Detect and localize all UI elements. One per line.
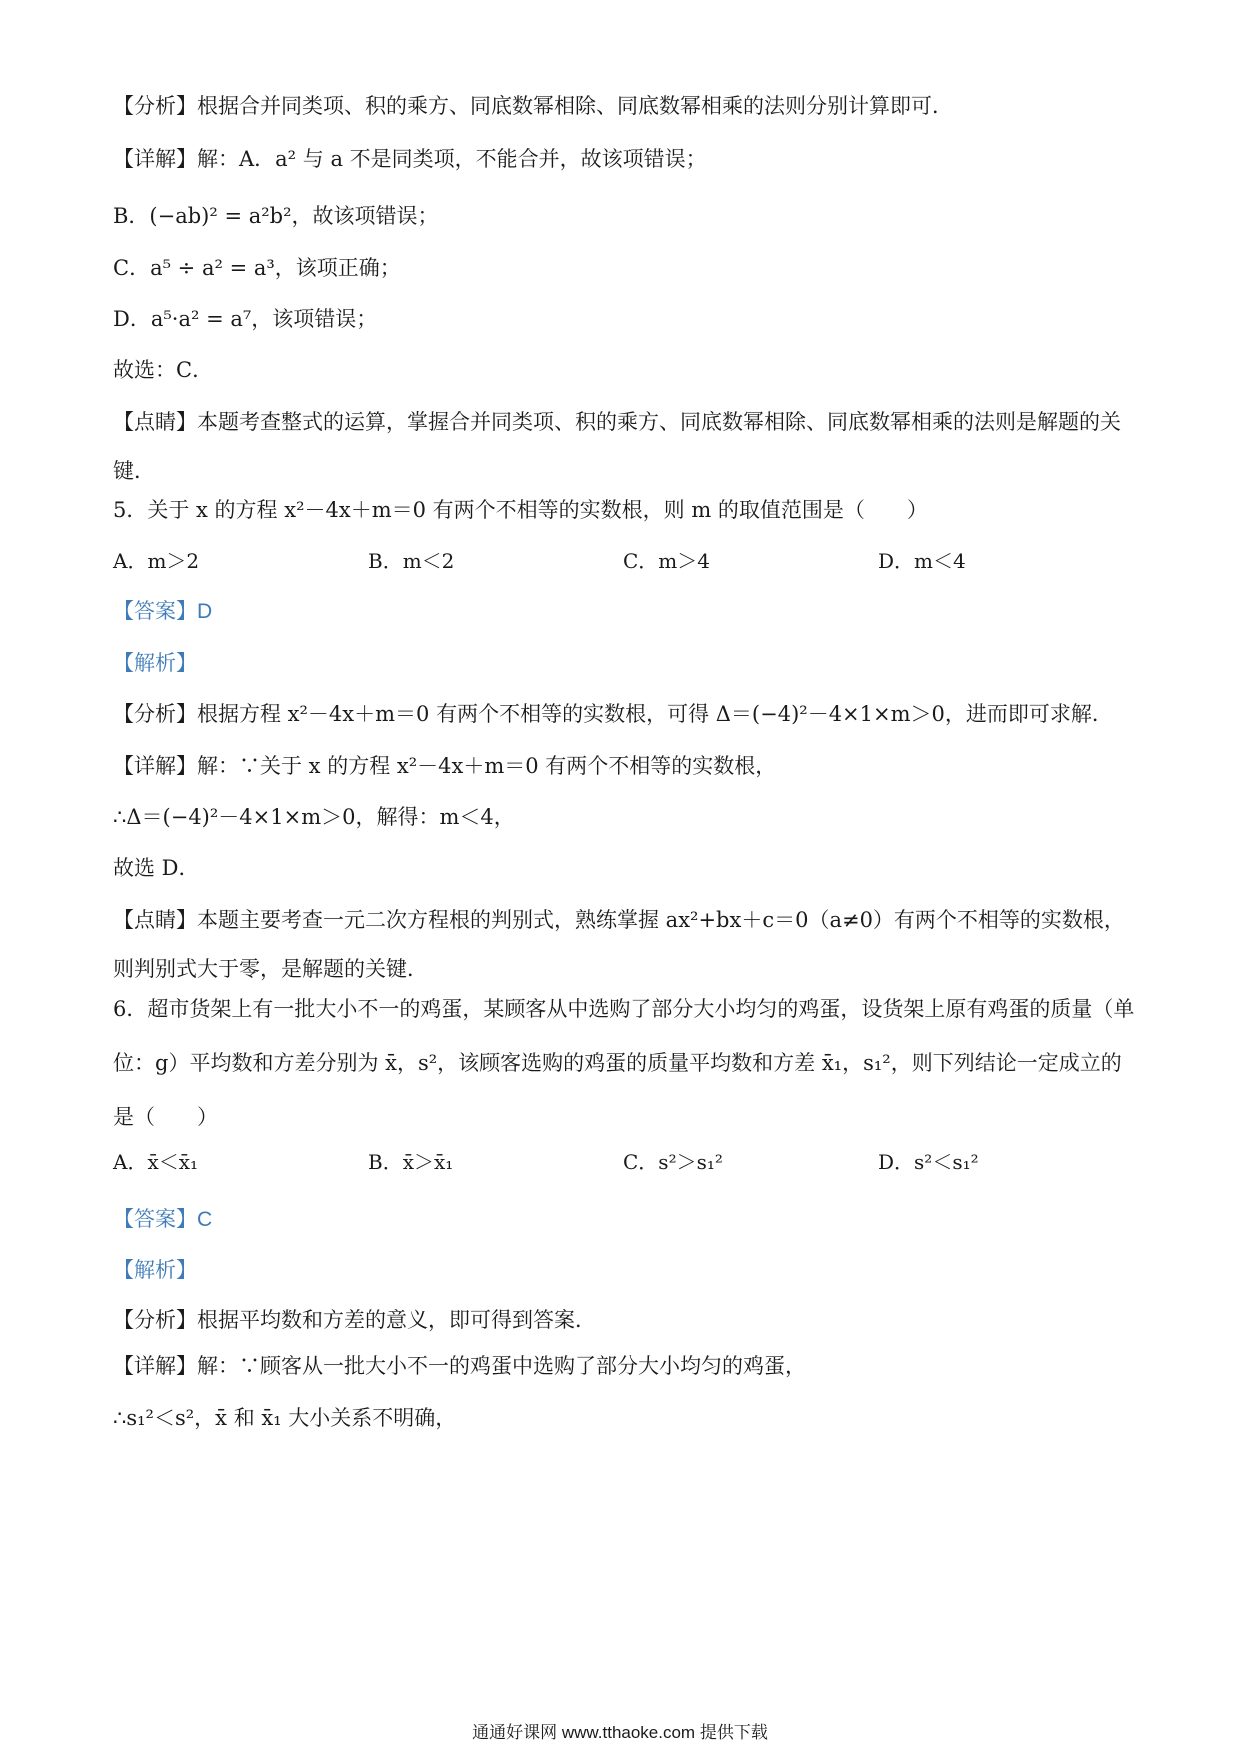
q5-choice: 故选 D． (113, 856, 200, 880)
q5-detail-1: 【详解】解：∵关于 x 的方程 x²－4x＋m＝0 有两个不相等的实数根， (113, 754, 777, 778)
prev-detail-c: C．a⁵ ÷ a² = a³，该项正确； (113, 256, 401, 280)
q5-analysis: 【分析】根据方程 x²－4x＋m＝0 有两个不相等的实数根，可得 Δ＝(−4)²－4×1×m＞0，进而即可求解． (113, 702, 1113, 726)
page-footer: 通通好课网 www.tthaoke.com 提供下载 (472, 1723, 768, 1742)
prev-choice: 故选：C． (113, 358, 214, 382)
prev-detail-b: B．(−ab)² = a²b²，故该项错误； (113, 204, 439, 228)
q5-option-a: A．m＞2 (113, 549, 200, 573)
q6-option-d: D．s²＜s₁² (878, 1150, 979, 1174)
q5-option-d: D．m＜4 (878, 549, 966, 573)
q5-answer: 【答案】D (113, 600, 213, 623)
q5-comment: 【点睛】本题主要考查一元二次方程根的判别式，熟练掌握 ax²+bx＋c＝0（a≠0）有两个不相等的实数根，则判别式大于零，是解题的关键． (113, 908, 1125, 981)
q6-analysis: 【分析】根据平均数和方差的意义，即可得到答案． (113, 1308, 596, 1332)
q5-option-b: B．m＜2 (368, 549, 455, 573)
q6-answer: 【答案】C (113, 1208, 213, 1231)
q6-detail-1: 【详解】解：∵顾客从一批大小不一的鸡蛋中选购了部分大小均匀的鸡蛋， (113, 1354, 806, 1378)
prev-detail-d: D．a⁵·a² = a⁷，该项错误； (113, 307, 378, 331)
prev-detail-a: 【详解】解：A．a² 与 a 不是同类项，不能合并，故该项错误； (113, 147, 707, 171)
q6-option-a: A．x̄＜x̄₁ (113, 1150, 199, 1174)
q5-detail-2: ∴Δ＝(−4)²－4×1×m＞0，解得：m＜4， (113, 805, 515, 829)
q6-option-b: B．x̄＞x̄₁ (368, 1150, 454, 1174)
q5-jiexi-label: 【解析】 (113, 652, 197, 675)
prev-analysis: 【分析】根据合并同类项、积的乘方、同底数幂相除、同底数幂相乘的法则分别计算即可． (113, 94, 953, 118)
q6-detail-2: ∴s₁²＜s²，x̄ 和 x̄₁ 大小关系不明确， (113, 1406, 457, 1430)
q5-option-c: C．m＞4 (623, 549, 710, 573)
q6-question: 6．超市货架上有一批大小不一的鸡蛋，某顾客从中选购了部分大小均匀的鸡蛋，设货架上原有鸡蛋的质量（单位：g）平均数和方差分别为 x̄，s²，该顾客选购的鸡蛋的质量平均数和方差 x̄₁，s₁²，则下列结论一定成立的是（ ） (113, 997, 1135, 1129)
q6-jiexi-label: 【解析】 (113, 1259, 197, 1282)
q6-option-c: C．s²＞s₁² (623, 1150, 723, 1174)
prev-comment: 【点睛】本题考查整式的运算，掌握合并同类项、积的乘方、同底数幂相除、同底数幂相乘的法则是解题的关键． (113, 410, 1121, 483)
q5-question: 5．关于 x 的方程 x²－4x＋m＝0 有两个不相等的实数根，则 m 的取值范围是（ ） (113, 498, 928, 522)
